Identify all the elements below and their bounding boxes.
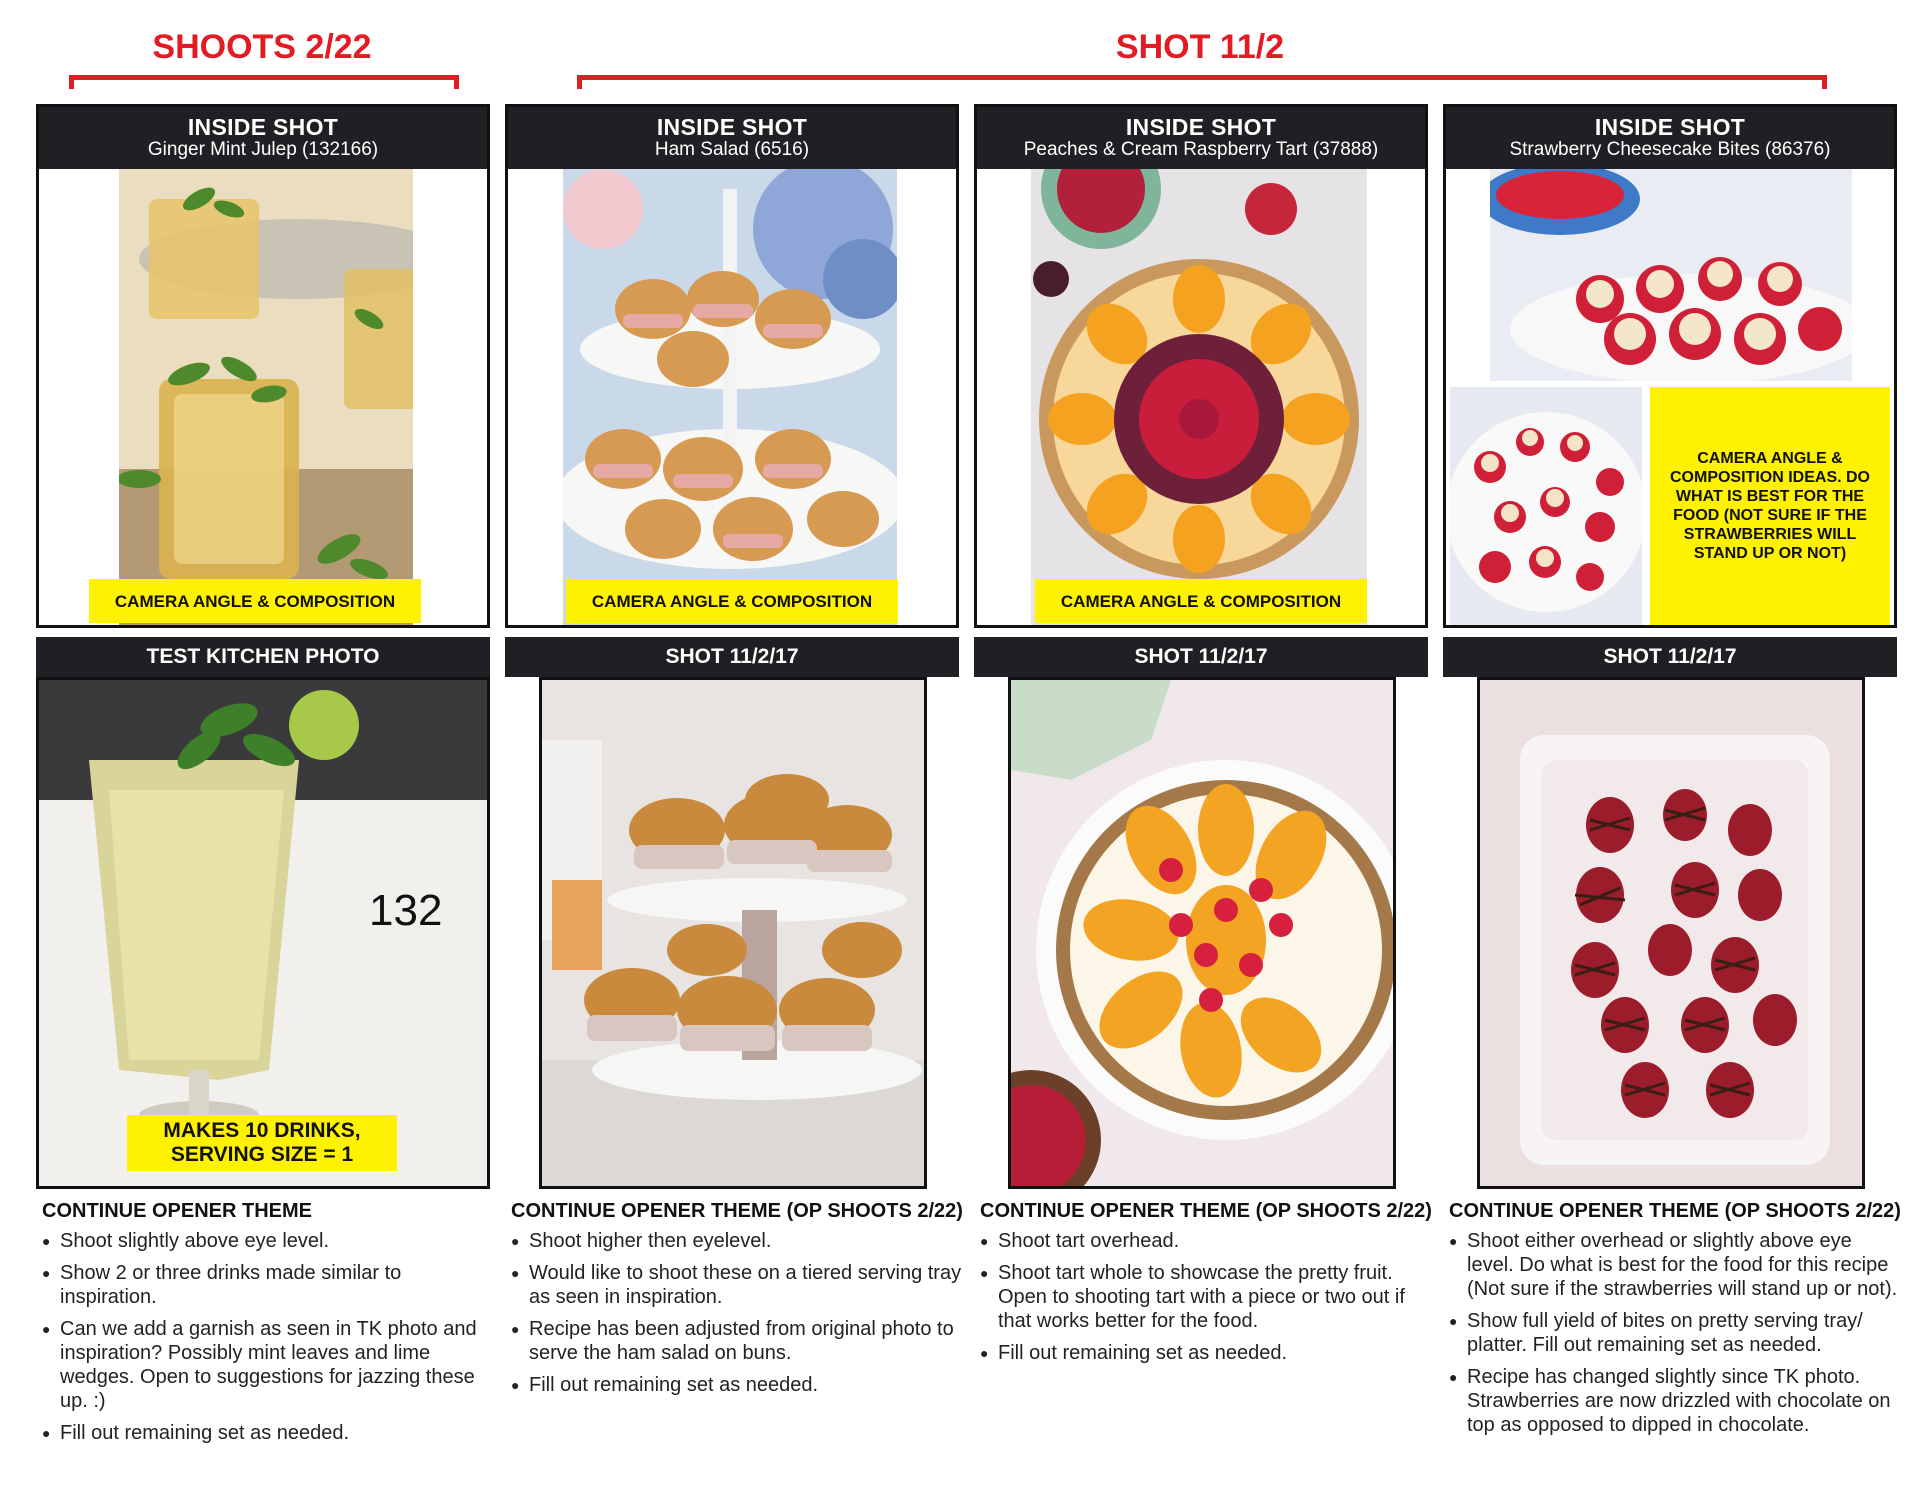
- notes-ham-salad: [511, 1200, 965, 1405]
- test-kitchen-bar: TEST KITCHEN PHOTO: [36, 637, 490, 677]
- note-item: ● Shoot slightly above eye level.: [42, 1229, 496, 1253]
- tart-shot-photo: [1008, 677, 1396, 1189]
- card-subtitle: Ginger Mint Julep (132166): [147, 139, 379, 160]
- card-title: INSIDE SHOT: [1125, 114, 1277, 140]
- card-subtitle: Ham Salad (6516): [654, 139, 810, 160]
- strawberry-inspiration-photo-bottom: [1450, 387, 1642, 625]
- note-item: ● Recipe has changed slightly since TK photo. Strawberries are now drizzled with chocolate on top as opposed to dipped in chocolate.: [1449, 1365, 1903, 1437]
- notes-title: CONTINUE OPENER THEME (OP SHOOTS 2/22): [1449, 1200, 1901, 1222]
- note-item: ● Fill out remaining set as needed.: [511, 1373, 965, 1397]
- camera-angle-tag: CAMERA ANGLE & COMPOSITION: [1035, 579, 1367, 623]
- ham-salad-inspiration-photo: [563, 169, 897, 625]
- notes-strawberry: [1449, 1200, 1903, 1445]
- note-item: ● Shoot tart whole to showcase the pretty fruit. Open to shooting tart with a piece or two out if that works better for the food.: [980, 1261, 1434, 1333]
- makes-10-drinks-tag: MAKES 10 DRINKS, SERVING SIZE = 1: [127, 1115, 397, 1171]
- card-title: INSIDE SHOT: [187, 114, 339, 140]
- notes-list: [511, 1229, 965, 1397]
- notes-title: CONTINUE OPENER THEME (OP SHOOTS 2/22): [511, 1200, 963, 1222]
- notes-title: CONTINUE OPENER THEME: [42, 1200, 313, 1222]
- inside-shot-card-ham-salad: [505, 104, 959, 628]
- inside-shot-card-tart: [974, 104, 1428, 628]
- ham-salad-shot-photo: [539, 677, 927, 1189]
- shot-date-bar: SHOT 11/2/17: [1443, 637, 1897, 677]
- card-header: [977, 107, 1425, 169]
- notes-tart: [980, 1200, 1434, 1373]
- strawberry-shot-photo: [1477, 677, 1865, 1189]
- shot-date-bar: SHOT 11/2/17: [974, 637, 1428, 677]
- notes-list: [980, 1229, 1434, 1365]
- card-title: INSIDE SHOT: [1594, 114, 1746, 140]
- note-item: ● Fill out remaining set as needed.: [980, 1341, 1434, 1365]
- strawberry-inspiration-photo-top: [1490, 169, 1852, 381]
- card-header: [39, 107, 487, 169]
- camera-angle-ideas-tag: CAMERA ANGLE & COMPOSITION IDEAS. DO WHAT IS BEST FOR THE FOOD (NOT SURE IF THE STRAWBERRIES WILL STAND UP OR NOT): [1650, 387, 1890, 625]
- inside-shot-card-strawberry: [1443, 104, 1897, 628]
- julep-inspiration-photo: [119, 169, 413, 625]
- camera-angle-tag: CAMERA ANGLE & COMPOSITION: [566, 579, 898, 623]
- handwritten-number: 132: [369, 886, 443, 935]
- note-item: ● Shoot either overhead or slightly above eye level. Do what is best for the food for this recipe (Not sure if the strawberries will stand up or not).: [1449, 1229, 1903, 1301]
- tart-inspiration-photo: [1031, 169, 1367, 625]
- card-header: [1446, 107, 1894, 169]
- note-item: ● Recipe has been adjusted from original photo to serve the ham salad on buns.: [511, 1317, 965, 1365]
- card-subtitle: Peaches & Cream Raspberry Tart (37888): [1023, 139, 1379, 160]
- note-item: ● Shoot tart overhead.: [980, 1229, 1434, 1253]
- notes-list: [1449, 1229, 1903, 1437]
- notes-julep: [42, 1200, 496, 1453]
- card-title: INSIDE SHOT: [656, 114, 808, 140]
- note-item: ● Fill out remaining set as needed.: [42, 1421, 496, 1445]
- notes-title: CONTINUE OPENER THEME (OP SHOOTS 2/22): [980, 1200, 1432, 1222]
- bracket-right: [577, 75, 1827, 89]
- inside-shot-card-julep: [36, 104, 490, 628]
- note-item: ● Would like to shoot these on a tiered serving tray as seen in inspiration.: [511, 1261, 965, 1309]
- camera-angle-tag: CAMERA ANGLE & COMPOSITION: [89, 579, 421, 623]
- shot-date-bar: SHOT 11/2/17: [505, 637, 959, 677]
- note-item: ● Show 2 or three drinks made similar to inspiration.: [42, 1261, 496, 1309]
- card-subtitle: Strawberry Cheesecake Bites (86376): [1509, 139, 1831, 160]
- notes-list: [42, 1229, 496, 1445]
- note-item: ● Show full yield of bites on pretty serving tray/ platter. Fill out remaining set as needed.: [1449, 1309, 1903, 1357]
- bracket-left: [69, 75, 459, 89]
- group-title-shoots-2-22: SHOOTS 2/22: [152, 28, 372, 66]
- card-header: [508, 107, 956, 169]
- note-item: ● Can we add a garnish as seen in TK photo and inspiration? Possibly mint leaves and lime wedges. Open to suggestions for jazzing these up. :): [42, 1317, 496, 1413]
- test-kitchen-photo: [36, 677, 490, 1189]
- group-title-shot-11-2: SHOT 11/2: [1115, 28, 1285, 66]
- note-item: ● Shoot higher then eyelevel.: [511, 1229, 965, 1253]
